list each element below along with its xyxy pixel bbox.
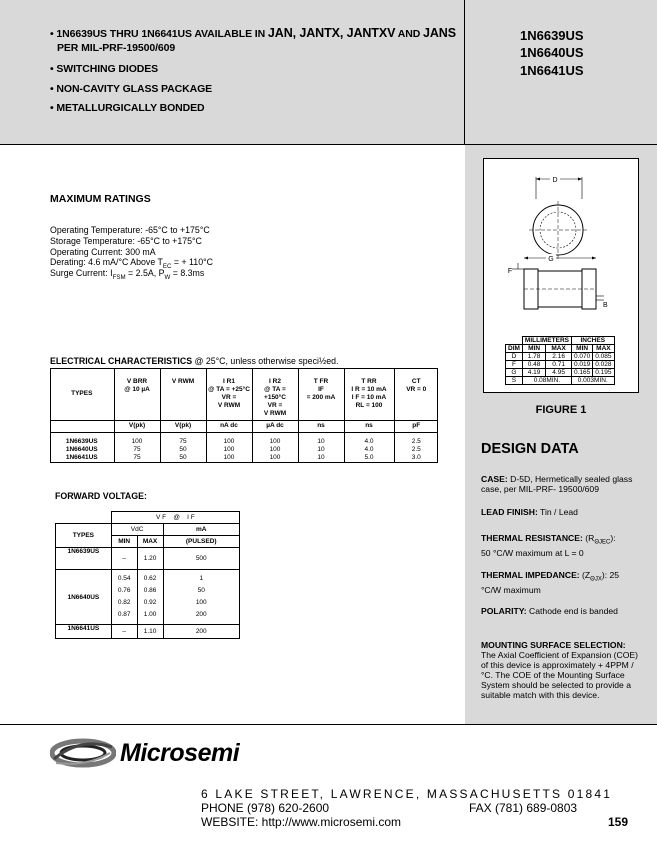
ec-units-row: [50, 420, 438, 432]
thermal-res-symbol: (R: [582, 533, 595, 543]
dim-cell: D: [506, 353, 523, 361]
derating-tail: = + 110°C: [171, 257, 213, 267]
dim-cell: 0.003MIN.: [571, 377, 614, 385]
dim-f-label: F: [507, 268, 513, 275]
forward-voltage-title: FORWARD VOLTAGE:: [55, 491, 147, 501]
ec-col-label: I R = 10 mA: [351, 386, 387, 393]
content-bottom-rule: [0, 724, 465, 725]
dim-g-label: G: [548, 256, 554, 263]
dim-cell: S: [506, 377, 523, 385]
ec-col-label: I R1: [223, 378, 235, 385]
ec-col-label: I F = 10 mA: [351, 394, 387, 401]
fv-ma-cell: 1: [199, 575, 204, 582]
fv-pulsed-header: (PULSED): [163, 536, 240, 548]
page-number: 159: [608, 815, 629, 829]
feature-package: • NON-CAVITY GLASS PACKAGE: [50, 83, 213, 95]
design-data-title: DESIGN DATA: [481, 441, 579, 457]
fv-min-cell: 0.76: [117, 587, 131, 594]
ec-unit: [50, 420, 114, 432]
electrical-title: [50, 356, 339, 366]
case-text: D-5D, Hermetically sealed glass case, per MIL-PRF- 19500/609: [481, 474, 633, 494]
ec-cell: 10: [317, 437, 325, 445]
ec-cell: 75: [133, 453, 141, 461]
ec-cell: 2.5: [411, 445, 421, 453]
ec-cell: 75: [179, 437, 187, 445]
fv-types-header: TYPES: [56, 524, 112, 548]
ec-col-label: = 200 mA: [306, 394, 336, 401]
ec-ir2-cell: [252, 432, 298, 462]
fv-ma-group: [163, 570, 240, 625]
dim-cell: 0.08MIN.: [522, 377, 571, 385]
max-ratings-title: MAXIMUM RATINGS: [50, 193, 151, 205]
mounting-text: The Axial Coefficient of Expansion (COE) of this device is approximately + 4PPM / °C. The COE of the Mounting Surface System should be selected to provide a suitable match with this device.: [481, 650, 638, 700]
ec-col-label: VR = 0: [406, 386, 427, 393]
thermal-imp-text: °C/W maximum: [481, 584, 541, 595]
ec-col-tfr: [298, 368, 344, 420]
thermal-res-text: 50 °C/W maximum at L = 0: [481, 547, 584, 558]
fv-max-cell: 1.10: [137, 625, 163, 639]
microsemi-logo: [50, 733, 260, 773]
ec-tfr-cell: [298, 432, 344, 462]
fv-min-cell: 0.54: [117, 575, 131, 582]
fv-ma-cell: 200: [195, 611, 207, 618]
dim-col-in-max: MAX: [593, 345, 614, 353]
dim-cell: 4.19: [522, 369, 545, 377]
ec-cell: 2.5: [411, 437, 421, 445]
ec-cell: 100: [223, 453, 235, 461]
surge-subscript: FSM: [112, 273, 126, 281]
dim-cell: 4.95: [546, 369, 572, 377]
rating-operating-current: Operating Current: 300 mA: [50, 247, 156, 257]
ec-col-label: IF: [318, 386, 324, 393]
ec-vrwm-cell: [160, 432, 206, 462]
dim-cell: G: [506, 369, 523, 377]
fv-row-group: [56, 570, 240, 625]
ec-vbrr-cell: [114, 432, 160, 462]
polarity-spec: [481, 606, 641, 616]
thermal-res-tail: ):: [610, 533, 616, 543]
part-number-2: 1N6640US: [520, 45, 584, 60]
fv-row: [56, 625, 240, 639]
dim-row-d: [506, 353, 615, 361]
ec-unit: ns: [298, 420, 344, 432]
ec-col-label: CT: [411, 378, 421, 385]
dim-cell: 0.195: [593, 369, 614, 377]
thermal-res-label: THERMAL RESISTANCE:: [481, 533, 583, 543]
ec-col-ct: [394, 368, 438, 420]
ec-ct-cell: [394, 432, 438, 462]
ec-cell: 75: [133, 445, 141, 453]
ec-col-label: RL = 100: [355, 402, 383, 409]
thermal-res-subscript: ΘJEC: [594, 539, 611, 546]
electrical-title-bold: ELECTRICAL CHARACTERISTICS: [50, 356, 193, 366]
ec-col-label: T RR: [361, 378, 377, 385]
thermal-imp-label: THERMAL IMPEDANCE:: [481, 570, 580, 580]
lead-text: Tin / Lead: [537, 507, 578, 517]
thermal-impedance-spec: [481, 570, 641, 595]
fv-type-cell: 1N6641US: [56, 625, 112, 639]
case-label: CASE:: [481, 474, 508, 484]
dim-cell: 0.71: [546, 361, 572, 369]
ec-cell: 100: [223, 437, 235, 445]
ec-cell: 100: [269, 445, 281, 453]
derating-subscript: EC: [162, 262, 172, 270]
company-website-link[interactable]: WEBSITE: http://www.microsemi.com: [201, 815, 402, 829]
dim-cell: 0.48: [522, 361, 545, 369]
ec-col-label: TYPES: [71, 389, 93, 397]
dim-cell: 0.019: [571, 361, 592, 369]
fv-min-header: MIN: [111, 536, 137, 548]
mounting-spec: [481, 640, 641, 700]
fv-type-cell: 1N6639US: [56, 548, 112, 570]
dim-cell: 0.085: [593, 353, 614, 361]
ec-cell: 4.0: [364, 445, 374, 453]
fv-max-header: MAX: [137, 536, 163, 548]
ec-col-ir1: [206, 368, 252, 420]
fv-min-cell: 0.87: [117, 611, 131, 618]
fv-min-cell: –: [111, 625, 137, 639]
ec-col-label: V BRR: [126, 378, 148, 385]
fv-max-cell: 0.92: [143, 599, 157, 606]
ec-cell: 1N6641US: [65, 453, 98, 461]
ec-unit: pF: [394, 420, 438, 432]
lead-finish-spec: [481, 507, 641, 517]
ec-cell: 3.0: [411, 453, 421, 461]
rating-storage-temp: Storage Temperature: -65°C to +175°C: [50, 236, 202, 246]
derating-text: Derating: 4.6 mA/°C Above T: [50, 257, 163, 267]
thermal-resistance-spec: [481, 533, 641, 558]
ec-cell: 100: [269, 453, 281, 461]
ec-col-label: V RWM: [217, 402, 241, 409]
ec-col-vrwm: [160, 368, 206, 420]
electrical-title-tail: @ 25°C, unless otherwise speci½ed.: [192, 356, 339, 366]
surge-tail: = 8.3ms: [170, 268, 205, 278]
ec-cell: 50: [179, 453, 187, 461]
ec-trr-cell: [344, 432, 394, 462]
fv-max-cell: 1.20: [137, 548, 163, 570]
logo-wordmark: Microsemi: [120, 739, 240, 767]
feature-availability-and: AND: [395, 28, 424, 40]
dim-cell: 0.070: [571, 353, 592, 361]
fv-ma-cell: 100: [195, 599, 207, 606]
ec-col-label: VR =: [267, 402, 283, 409]
ec-col-types: [50, 368, 114, 420]
dim-cell: 0.028: [593, 361, 614, 369]
lead-label: LEAD FINISH:: [481, 507, 538, 517]
rating-operating-temp: Operating Temperature: -65°C to +175°C: [50, 225, 210, 235]
ec-header-row: [50, 368, 438, 420]
feature-spec: PER MIL-PRF-19500/609: [57, 42, 176, 54]
fv-vdc-header: VdC: [111, 524, 163, 536]
microsemi-swirl-icon: [50, 733, 116, 773]
feature-availability: [50, 26, 456, 40]
dim-header-millimeters: MILLIMETERS: [522, 337, 571, 345]
dim-col-dim: DIM: [506, 345, 523, 353]
ec-col-label: VR =: [221, 394, 237, 401]
fv-vf-if-header: V F @ I F: [111, 512, 239, 524]
fv-ma-cell: 200: [163, 625, 240, 639]
polarity-label: POLARITY:: [481, 606, 527, 616]
feature-switching: • SWITCHING DIODES: [50, 63, 159, 75]
dim-row-g: [506, 369, 615, 377]
electrical-characteristics-table: [50, 368, 438, 462]
dim-col-mm-max: MAX: [546, 345, 572, 353]
dim-cell: 0.165: [571, 369, 592, 377]
dim-cell: F: [506, 361, 523, 369]
fv-max-cell: 0.86: [143, 587, 157, 594]
ec-col-label: @ TA = +150°C: [264, 386, 286, 401]
company-address: 6 LAKE STREET, LAWRENCE, MASSACHUSETTS 01841: [201, 787, 613, 801]
surge-text: Surge Current: I: [50, 268, 113, 278]
dim-col-mm-min: MIN: [522, 345, 545, 353]
ec-cell: 10: [317, 453, 325, 461]
ec-col-trr: [344, 368, 394, 420]
ec-cell: 50: [179, 445, 187, 453]
fv-ma-header: mA: [163, 524, 240, 536]
ec-cell: 1N6639US: [65, 437, 98, 445]
dim-row-f: [506, 361, 615, 369]
feature-availability-jans: JANS: [423, 26, 456, 40]
ec-unit: V(pk): [114, 420, 160, 432]
company-phone: PHONE (978) 620-2600: [201, 801, 330, 815]
thermal-imp-tail: ): 25: [601, 570, 620, 580]
ec-col-label: @ 10 µA: [124, 386, 150, 393]
dim-b-label: B: [603, 302, 608, 309]
ec-cell: 100: [131, 437, 143, 445]
ec-types-cell: [50, 432, 114, 462]
part-number-3: 1N6641US: [520, 63, 584, 78]
ec-cell: 1N6640US: [65, 445, 98, 453]
fv-ma-cell: 500: [163, 548, 240, 570]
ec-col-vbrr: [114, 368, 160, 420]
fv-min-group: [111, 570, 137, 625]
part-number-1: 1N6639US: [520, 28, 584, 43]
dimension-table: [505, 336, 615, 385]
ec-cell: 100: [269, 437, 281, 445]
ec-col-label: @ TA = +25°C: [208, 386, 250, 393]
dim-col-in-min: MIN: [571, 345, 592, 353]
dim-d-label: D: [552, 177, 558, 184]
thermal-imp-subscript: ΘJX: [590, 576, 602, 583]
ec-ir1-cell: [206, 432, 252, 462]
ec-unit: nA dc: [206, 420, 252, 432]
ec-cell: 4.0: [364, 437, 374, 445]
fv-row: [56, 548, 240, 570]
feature-availability-grades: JAN, JANTX, JANTXV: [267, 26, 396, 40]
fv-max-cell: 1.00: [143, 611, 157, 618]
ec-unit: V(pk): [160, 420, 206, 432]
thermal-imp-symbol: (Z: [579, 570, 591, 580]
ec-cell: 10: [317, 445, 325, 453]
dim-cell: 2.16: [546, 353, 572, 361]
ec-cell: 100: [223, 445, 235, 453]
surge-subscript-2: W: [164, 273, 171, 281]
mounting-label: MOUNTING SURFACE SELECTION:: [481, 640, 626, 650]
fv-max-cell: 0.62: [143, 575, 157, 582]
ec-unit: ns: [344, 420, 394, 432]
forward-voltage-table: [55, 511, 240, 639]
feature-bonded: • METALLURGICALLY BONDED: [50, 102, 205, 114]
fv-min-cell: 0.82: [117, 599, 131, 606]
surge-mid: = 2.5A, P: [125, 268, 165, 278]
ec-unit: µA dc: [252, 420, 298, 432]
fv-ma-cell: 50: [197, 587, 205, 594]
dim-row-s: [506, 377, 615, 385]
fv-type-cell: 1N6640US: [56, 570, 112, 625]
company-fax: FAX (781) 689-0803: [469, 801, 578, 815]
polarity-text: Cathode end is banded: [526, 606, 618, 616]
case-spec: [481, 474, 641, 494]
ec-col-label: I R2: [269, 378, 281, 385]
feature-availability-prefix: • 1N6639US THRU 1N6641US AVAILABLE IN: [50, 28, 268, 40]
ec-col-label: V RWM: [263, 410, 287, 417]
dim-header-inches: INCHES: [571, 337, 614, 345]
rating-surge-current: [50, 268, 204, 281]
ec-data-rows: [50, 432, 438, 462]
ec-col-ir2: [252, 368, 298, 420]
ec-col-label: T FR: [313, 378, 329, 385]
dim-cell: 1.78: [522, 353, 545, 361]
ec-col-label: V RWM: [171, 378, 195, 385]
ec-cell: 5.0: [364, 453, 374, 461]
fv-max-group: [137, 570, 163, 625]
fv-min-cell: –: [111, 548, 137, 570]
figure-label: FIGURE 1: [535, 404, 587, 416]
